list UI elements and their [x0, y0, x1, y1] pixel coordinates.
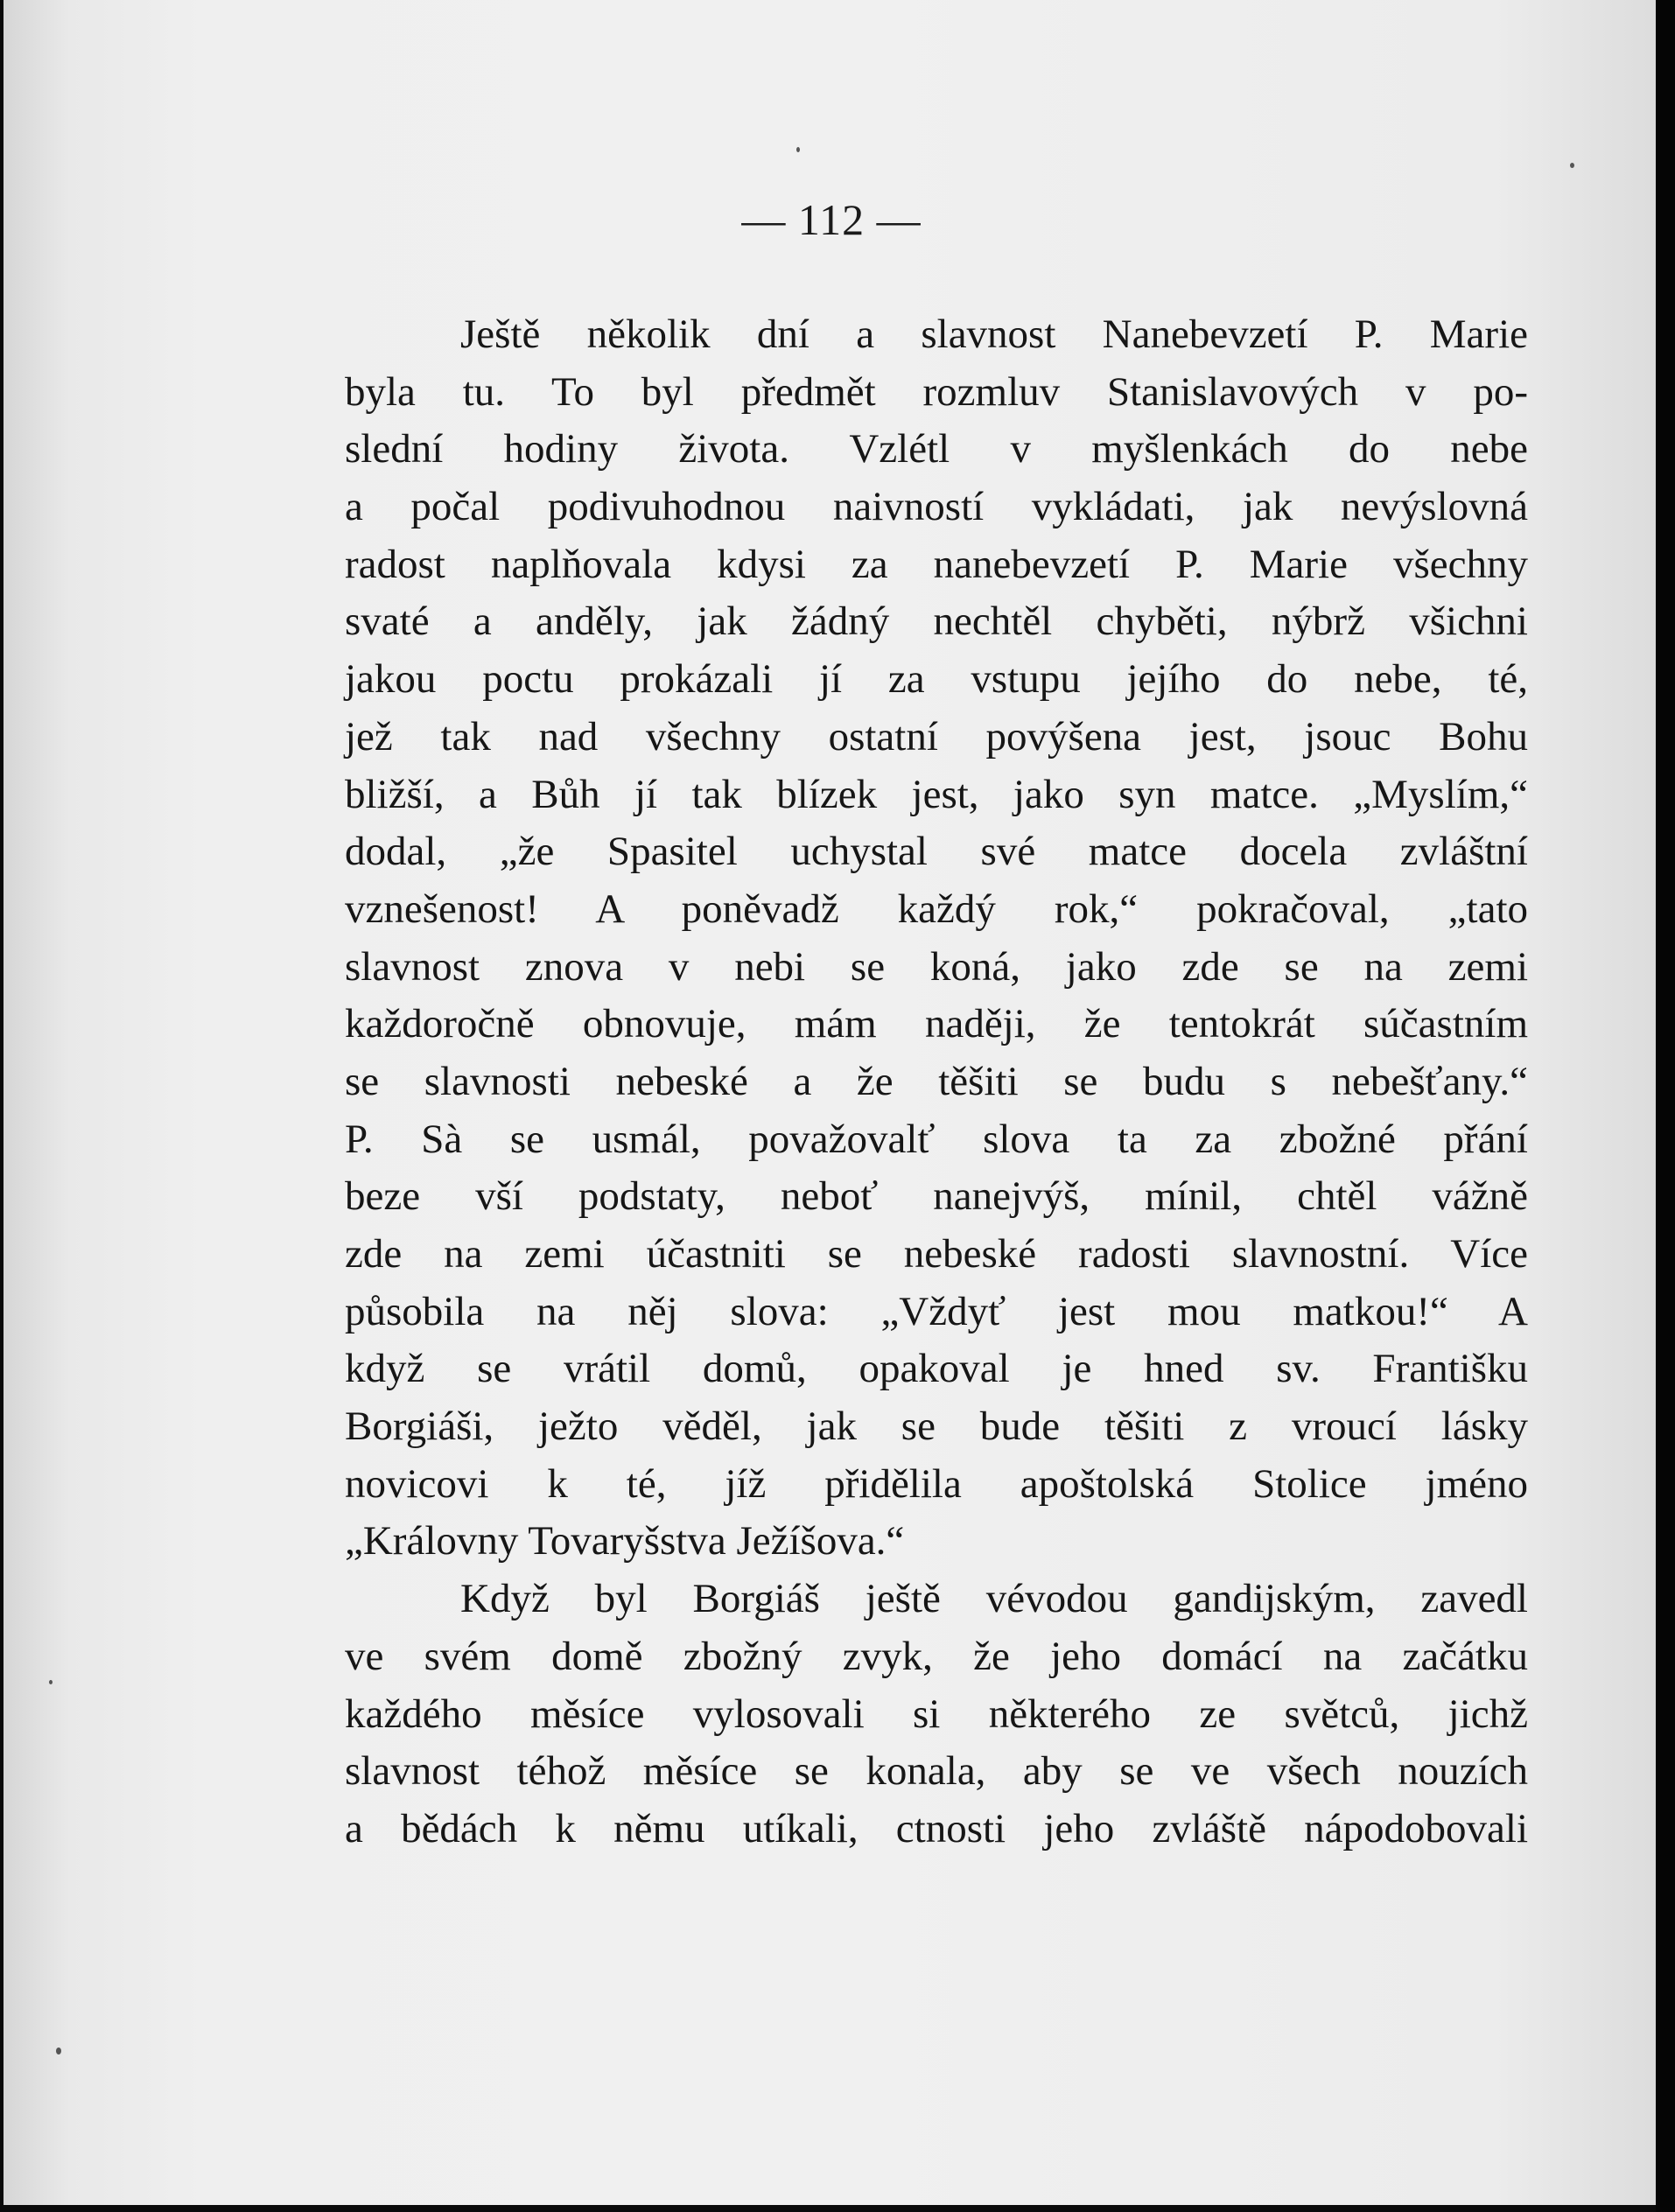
paper-speck: [56, 2048, 61, 2054]
text-line: se slavnosti nebeské a že těšiti se budu s nebešťany.“: [345, 1058, 1528, 1104]
paper-speck: [796, 147, 800, 152]
text-line: jakou poctu prokázali jí za vstupu jejího do nebe, té,: [345, 656, 1528, 703]
text-line: každého měsíce vylosovali si některého ze světců, jichž: [345, 1690, 1528, 1737]
text-line: působila na něj slova: „Vždyť jest mou matkou!“ A: [345, 1288, 1528, 1334]
text-line: zde na zemi účastniti se nebeské radosti slavnostní. Více: [345, 1231, 1528, 1277]
text-line: vznešenost! A poněvadž každý rok,“ pokračoval, „tato: [345, 886, 1528, 932]
book-page: [4, 0, 1659, 2205]
text-line: svaté a anděly, jak žádný nechtěl chyběti, nýbrž všichni: [345, 598, 1528, 645]
text-line: když se vrátil domů, opakoval je hned sv. Františku: [345, 1346, 1528, 1392]
text-line: a počal podivuhodnou naivností vykládati, jak nevýslovná: [345, 484, 1528, 530]
paper-speck: [49, 1680, 53, 1684]
text-line: Když byl Borgiáš ještě vévodou gandijským, zavedl: [460, 1576, 1528, 1622]
paper-speck: [1570, 163, 1574, 168]
text-line: jež tak nad všechny ostatní povýšena jest, jsouc Bohu: [345, 713, 1528, 760]
text-line: ve svém domě zbožný zvyk, že jeho domácí na začátku: [345, 1633, 1528, 1679]
text-line: slední hodiny života. Vzlétl v myšlenkách do nebe: [345, 426, 1528, 472]
text-line: radost naplňovala kdysi za nanebevzetí P. Marie všechny: [345, 541, 1528, 587]
text-line: slavnost znova v nebi se koná, jako zde se na zemi: [345, 943, 1528, 990]
text-line: každoročně obnovuje, mám naději, že tentokrát súčastním: [345, 1001, 1528, 1047]
text-line: beze vší podstaty, neboť nanejvýš, mínil, chtěl vážně: [345, 1173, 1528, 1220]
text-line: a bědách k němu utíkali, ctnosti jeho zvláště nápodobovali: [345, 1805, 1528, 1852]
scan-edge: [1656, 0, 1675, 2212]
text-line: novicovi k té, jíž přidělila apoštolská Stolice jméno: [345, 1460, 1528, 1507]
page-number: — 112 —: [741, 195, 922, 244]
text-line: bližší, a Bůh jí tak blízek jest, jako syn matce. „Myslím,“: [345, 771, 1528, 817]
paragraph-2: [345, 1571, 1528, 1858]
text-line: byla tu. To byl předmět rozmluv Stanislavových v po-: [345, 368, 1528, 415]
body-text: [345, 306, 1528, 1858]
text-line: „Královny Tovaryšstva Ježíšova.“: [345, 1518, 905, 1564]
text-line: dodal, „že Spasitel uchystal své matce docela zvláštní: [345, 829, 1528, 875]
text-line: Borgiáši, ježto věděl, jak se bude těšiti z vroucí lásky: [345, 1404, 1528, 1450]
text-line: slavnost téhož měsíce se konala, aby se ve všech nouzích: [345, 1748, 1528, 1795]
text-line: Ještě několik dní a slavnost Nanebevzetí P. Marie: [460, 312, 1528, 357]
paragraph-1: [345, 306, 1528, 1571]
text-line: P. Sà se usmál, považovalť slova ta za zbožné přání: [345, 1116, 1528, 1162]
